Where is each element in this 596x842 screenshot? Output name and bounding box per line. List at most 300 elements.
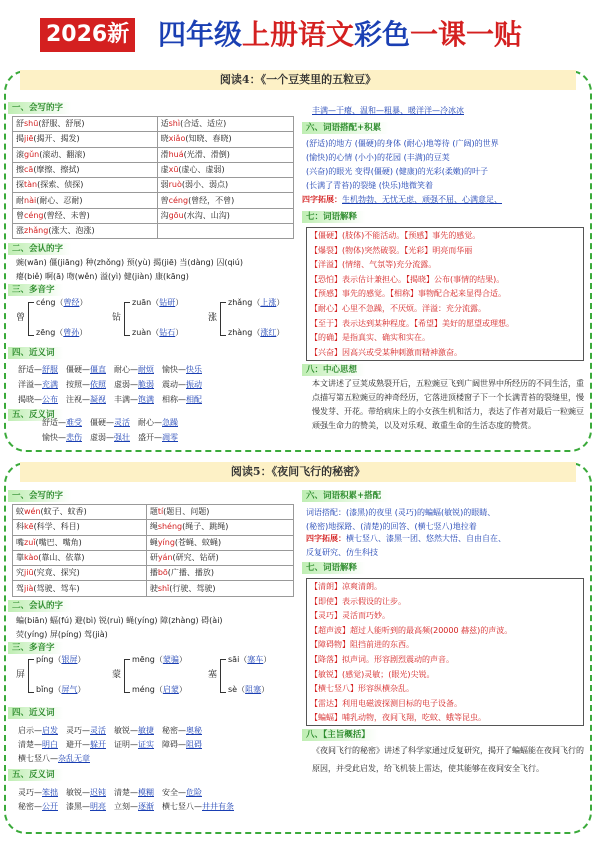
character: 播	[149, 568, 158, 578]
page-title: 四年级上册语文彩色一课一贴	[158, 18, 523, 51]
example-words: (知晓、春晓)	[185, 134, 232, 144]
character: 弱	[160, 180, 169, 190]
section-synonyms: 四、近义词	[8, 347, 63, 359]
pinyin: jià	[24, 583, 34, 593]
pinyin: zuǐ	[24, 537, 36, 547]
pinyin: yán	[157, 553, 173, 563]
text-line: 【兴奋】因高兴或受某种刺激而精神激奋。	[310, 347, 462, 357]
word: 愉快—	[162, 365, 186, 374]
word: 秘密—	[18, 802, 42, 811]
word-pair-row	[18, 738, 298, 752]
pair-word: 模糊	[138, 788, 154, 797]
example-word: 曾孙	[63, 328, 80, 337]
word-pair	[18, 740, 58, 749]
text-line: 【横七竖八】形容纵横杂乱。	[310, 684, 414, 694]
word-row	[13, 178, 294, 193]
word-pair	[114, 395, 154, 404]
polyphone-char: 蒙	[112, 670, 122, 680]
word-cell	[13, 535, 147, 550]
word: 灵巧—	[18, 788, 42, 797]
word: 敏锐—	[114, 726, 138, 735]
word-cell	[157, 193, 293, 208]
pinyin: yíng	[157, 537, 175, 547]
recog-line-1: 蝙(biān) 蝠(fú) 避(bì) 锐(ruì) 蝇(yíng) 障(zhàng) 碍(ài)	[16, 616, 223, 625]
example-words: (探索、侦探)	[37, 180, 84, 190]
word-cell	[157, 208, 293, 223]
example-word: 启蒙	[162, 685, 179, 694]
example-words: (嘴巴、嘴角)	[35, 537, 82, 547]
bracket	[220, 302, 226, 336]
character: 耐	[16, 195, 24, 205]
paren: ）	[79, 328, 88, 337]
paren: ）	[178, 685, 187, 694]
word: 清楚—	[114, 788, 138, 797]
four-char-expand: 四字拓展：横七竖八、漆黑一团、悠然大悟、自由自在、	[306, 534, 506, 543]
pair-word: 明白	[42, 740, 58, 749]
example-words: (绳子、跳绳)	[182, 522, 229, 532]
polyphone-block	[12, 296, 297, 344]
word: 震动—	[162, 380, 186, 389]
word: 愉快—	[42, 433, 66, 442]
word-row	[13, 132, 294, 147]
bracket	[220, 659, 226, 693]
polyphone-group	[204, 653, 298, 701]
section-synonyms: 四、近义词	[8, 707, 63, 719]
pair-word: 凝视	[90, 395, 106, 404]
pair-word: 迟钝	[90, 788, 106, 797]
polyphone-reading-1	[36, 655, 85, 665]
antonyms-list	[42, 415, 302, 445]
word-cell	[13, 193, 158, 208]
word: 僵硬—	[90, 418, 114, 427]
pinyin: shì	[168, 119, 181, 129]
word-row	[13, 520, 294, 535]
word-row	[13, 117, 294, 132]
pair-word: 快乐	[186, 365, 202, 374]
word: 横七竖八—	[162, 802, 202, 811]
text-line: 【洋溢】(情绪、气氛等)充分流露。	[310, 260, 437, 270]
character: 蚊	[16, 507, 24, 517]
word-cell	[157, 162, 293, 177]
word-pair	[114, 802, 154, 811]
example-word: 涨红	[260, 328, 277, 337]
text-line: 【耐心】心里不急躁，不厌烦。洋溢：充分流露。	[310, 303, 486, 313]
word: 耐心—	[138, 418, 162, 427]
example-word: 屏气	[61, 685, 78, 694]
character: 科	[16, 522, 24, 532]
example-word: 银屏	[61, 655, 78, 664]
word-pair	[66, 365, 106, 374]
example-words: (靠山、依靠)	[38, 553, 85, 563]
text-line: 【至于】表示达到某种程度。【希望】美好的愿望或理想。	[310, 318, 514, 328]
pinyin: zuān（	[132, 298, 160, 307]
recog-line-2: 荧(yíng) 屏(píng) 驾(jià)	[16, 630, 108, 639]
pinyin: jiē	[24, 134, 34, 144]
pinyin: kào	[24, 553, 39, 563]
character: 沟	[160, 210, 169, 220]
pair-word: 脆弱	[138, 380, 154, 389]
paren: ）	[175, 328, 184, 337]
word-cell	[13, 117, 158, 132]
pair-word: 证实	[138, 740, 154, 749]
pair-word: 灵活	[114, 418, 130, 427]
pair-word: 启发	[42, 726, 58, 735]
word: 启示—	[18, 726, 42, 735]
word-cell	[13, 520, 147, 535]
paren: ）	[261, 685, 270, 694]
word: 虚弱—	[114, 380, 138, 389]
word-row	[13, 581, 294, 596]
word-pair	[66, 802, 106, 811]
synonyms-list	[18, 724, 298, 766]
word-pair	[162, 802, 234, 811]
main-idea-text: 本文讲述了豆荚成熟裂开后，五粒豌豆飞到广阔世界中所经历的不同生活，重点描写第五粒豌豆的神奇经历，它落进顶楼窗子下一个长满青苔的裂缝里，慢慢发芽、开花。带给病床上的小女孩生机和活力，表达了作者对最后一粒豌豆顽强生命力的赞美，以及对乐观、敢重生命的生活态度的赞赏。	[312, 379, 584, 430]
reading5-title: 阅读5：《夜间飞行的秘密》	[20, 462, 576, 482]
example-words: (驾驶、驾车)	[33, 583, 80, 593]
word-pair	[66, 395, 106, 404]
pair-word: 灵活	[90, 726, 106, 735]
word-row	[13, 162, 294, 177]
section-polyphones: 三、多音字	[8, 642, 63, 654]
polyphone-group	[108, 653, 202, 701]
pinyin: zēng（	[36, 328, 64, 337]
word-pair-row	[18, 786, 298, 800]
paren: ）	[79, 298, 88, 307]
word-row	[13, 224, 294, 239]
section-write-chars: 一、会写的字	[8, 490, 71, 502]
pair-word: 敏捷	[138, 726, 154, 735]
word-cell	[13, 178, 158, 193]
word: 僵硬—	[66, 365, 90, 374]
example-word: 上涨	[260, 298, 277, 307]
character: 探	[16, 180, 24, 190]
example-words: (研究、钻研)	[172, 553, 219, 563]
word-cell	[13, 581, 147, 596]
pinyin: kē	[24, 522, 34, 532]
word-pair	[42, 418, 82, 427]
word-pair-row	[18, 377, 298, 392]
example-word: 蒙骗	[162, 655, 179, 664]
example-word: 钻石	[159, 328, 176, 337]
word-cell	[157, 147, 293, 162]
word-row	[13, 208, 294, 223]
pair-word: 危险	[186, 788, 202, 797]
word-row	[13, 193, 294, 208]
pinyin: tàn	[24, 180, 38, 190]
example-words: (苍蝇、蚊蝇)	[174, 537, 222, 547]
synonyms-list	[18, 362, 298, 407]
character: 靠	[16, 553, 24, 563]
character: 驾	[16, 583, 24, 593]
polyphone-reading-2	[228, 685, 269, 695]
word-pair	[162, 395, 202, 404]
four-char-expand: 四字拓展：生机勃勃、无忧无虑、顽强不屈、心满意足、	[302, 195, 502, 204]
section-recog-chars: 二、会认的字	[8, 243, 71, 255]
word-row	[13, 535, 294, 550]
word-cell	[146, 505, 293, 520]
word-cell	[146, 520, 293, 535]
word-pair	[138, 433, 178, 442]
word: 漆黑—	[66, 802, 90, 811]
page-header	[40, 16, 560, 56]
word-cell	[146, 566, 293, 581]
word: 证明—	[114, 740, 138, 749]
section-main-idea: 八：中心思想	[302, 364, 365, 376]
example-words: (弱小、弱点)	[181, 180, 229, 190]
pinyin: bō	[157, 568, 168, 578]
section-collocations: 六、词语搭配+积累	[302, 122, 389, 134]
pinyin: gǔn	[24, 149, 40, 159]
pinyin: xiǎo	[168, 134, 186, 144]
text-line: 【障碍物】阻挡前进的东西。	[310, 640, 414, 650]
word-pair	[66, 380, 106, 389]
pinyin: shū	[24, 119, 39, 129]
paren: ）	[77, 685, 86, 694]
paren: ）	[276, 328, 285, 337]
word-cell	[146, 581, 293, 596]
pinyin: méng（	[132, 685, 163, 694]
word: 按照—	[66, 380, 90, 389]
polyphone-char: 塞	[208, 670, 218, 680]
text-line: 【僵硬】(肢体)不能活动。【预感】事先的感觉。	[310, 231, 481, 240]
example-words: (合适、适应)	[180, 119, 227, 129]
word-pair	[18, 726, 58, 735]
pinyin: sè（	[228, 685, 246, 694]
pinyin: zhàng（	[228, 328, 261, 337]
polyphone-reading-1	[36, 298, 87, 308]
word: 相称—	[162, 395, 186, 404]
word-cell	[157, 132, 293, 147]
word-pair	[18, 395, 58, 404]
pair-word: 杂乱无章	[58, 754, 90, 763]
word: 丰满—	[114, 395, 138, 404]
polyphone-reading-2	[36, 685, 85, 695]
pinyin: huá	[168, 149, 184, 159]
pair-word: 饱满	[138, 395, 154, 404]
word-pair-row	[18, 800, 298, 814]
polyphone-group	[108, 296, 202, 344]
text-line: 【灵巧】灵活而巧妙。	[310, 611, 390, 621]
text-line: 【敏锐】(感觉)灵敏；(眼光)尖锐。	[310, 669, 435, 679]
word: 耐心—	[114, 365, 138, 374]
example-words: (舒服、舒展)	[38, 119, 85, 129]
word-pair	[90, 433, 130, 442]
word-pair-row	[42, 415, 302, 430]
word-pair-row	[42, 430, 302, 445]
word-cell	[157, 117, 293, 132]
text-line: 【蝙蝠】哺乳动物，夜间飞翔，吃蚊、蛾等昆虫。	[310, 713, 486, 723]
polyphone-reading-2	[36, 328, 87, 338]
section-polyphones: 三、多音字	[8, 284, 63, 296]
word-pair	[114, 726, 154, 735]
character: 晓	[160, 134, 169, 144]
character: 曾	[16, 210, 24, 220]
pair-word: 强壮	[114, 433, 130, 442]
character: 曾	[160, 195, 169, 205]
section-definitions: 七：词语解释	[302, 211, 365, 223]
pair-word: 奥秘	[186, 726, 202, 735]
section-definitions: 七、词语解释	[302, 562, 365, 574]
word: 舒适—	[42, 418, 66, 427]
word: 揭晓—	[18, 395, 42, 404]
section-antonyms: 五、反义词	[8, 409, 63, 421]
word-pair	[162, 365, 202, 374]
pair-word: 舒服	[42, 365, 58, 374]
polyphone-char: 屏	[16, 670, 26, 680]
text-line: (舒适)的地方 (僵硬)的身体 (耐心)地等待 (广阔)的世界	[306, 139, 499, 148]
pair-word: 公布	[42, 395, 58, 404]
word-pair	[114, 740, 154, 749]
section-collocations: 六、词语积累+搭配	[302, 490, 389, 502]
word-cell	[157, 224, 293, 239]
word: 注视—	[66, 395, 90, 404]
word-pair	[18, 754, 90, 763]
word-pair	[66, 788, 106, 797]
character: 虚	[160, 165, 169, 175]
section-recog-chars: 二、会认的字	[8, 600, 71, 612]
pair-word: 逐渐	[138, 802, 154, 811]
write-chars-table	[12, 504, 294, 597]
pinyin: píng（	[36, 655, 62, 664]
character: 绳	[149, 522, 158, 532]
polyphone-reading-1	[228, 298, 284, 308]
word-cell	[146, 535, 293, 550]
example-words: (摩擦、擦拭)	[33, 165, 80, 175]
recog-line-1: 豌(wān) 僵(jiāng) 种(zhǒng) 预(yù) 揭(jiē) 当(dàng) 囚(qiú)	[16, 258, 243, 267]
polyphone-char: 曾	[16, 313, 26, 323]
antonyms-list	[18, 786, 298, 814]
word-pair-row	[18, 362, 298, 377]
word-pair	[114, 788, 154, 797]
word-cell	[13, 162, 158, 177]
word-pair	[18, 788, 58, 797]
character: 适	[160, 119, 169, 129]
pair-word: 阻碍	[186, 740, 202, 749]
definitions-box	[306, 578, 584, 726]
character: 蝇	[149, 537, 158, 547]
word-pair	[90, 418, 130, 427]
word: 洋溢—	[18, 380, 42, 389]
section-main-idea: 八、【主旨概括】	[302, 729, 378, 741]
word-row	[13, 550, 294, 565]
polyphone-reading-2	[132, 685, 187, 695]
pair-word: 相配	[186, 395, 202, 404]
pinyin: zhǎng（	[228, 298, 261, 307]
paren: ）	[175, 298, 184, 307]
character: 究	[16, 568, 24, 578]
word: 舒适—	[18, 365, 42, 374]
pair-word: 耐烦	[138, 365, 154, 374]
word-pair-row	[18, 752, 298, 766]
reading5-card	[4, 462, 592, 834]
example-words: (揭开、揭发)	[33, 134, 80, 144]
example-word: 钻研	[159, 298, 176, 307]
example-word: 阻塞	[245, 685, 262, 694]
text-line: 【预感】事先的感觉。【相称】事物配合起来显得合适。	[310, 289, 506, 299]
character: 舒	[16, 119, 24, 129]
example-words: (题目、问题)	[163, 507, 210, 517]
example-words: (行驶、驾驶)	[169, 583, 216, 593]
section-antonyms: 五、反义词	[8, 769, 63, 781]
text-line: 词语搭配：(漆黑)的夜里 (灵巧)的蝙蝠(敏锐)的眼睛、	[306, 508, 496, 517]
word: 敏锐—	[66, 788, 90, 797]
recog-line-2: 瘪(biě) 啊(ā) 吻(wěn) 溢(yì) 健(jiàn) 康(kāng)	[16, 272, 189, 281]
word-pair	[18, 802, 58, 811]
word-row	[13, 505, 294, 520]
bracket	[124, 302, 130, 336]
pair-word: 悲伤	[66, 433, 82, 442]
pair-word: 公开	[42, 802, 58, 811]
word-pair	[114, 365, 154, 374]
character: 擦	[16, 165, 24, 175]
pinyin: wén	[24, 507, 41, 517]
word-pair-row	[18, 724, 298, 738]
collocation-list	[306, 137, 586, 193]
pair-word: 明亮	[90, 802, 106, 811]
word-pair	[42, 433, 82, 442]
word: 清楚—	[18, 740, 42, 749]
word-pair	[162, 380, 202, 389]
pair-word: 难受	[66, 418, 82, 427]
character: 揭	[16, 134, 24, 144]
word-pair	[18, 365, 58, 374]
reading4-title: 阅读4：《一个豆荚里的五粒豆》	[20, 70, 576, 90]
year-badge: 2026新	[40, 18, 135, 52]
character: 驶	[149, 583, 158, 593]
example-words: (究竟、探究)	[33, 568, 80, 578]
polyphone-char: 涨	[208, 313, 218, 323]
text-line: 【降落】拟声词。形容剧烈震动的声音。	[310, 654, 454, 664]
pinyin: tí	[157, 507, 164, 517]
word-pair	[138, 418, 178, 427]
pair-word: 井井有条	[202, 802, 234, 811]
example-words: (科学、科目)	[33, 522, 80, 532]
polyphone-char: 钻	[112, 313, 122, 323]
polyphone-reading-2	[132, 328, 183, 338]
pinyin: mēng（	[132, 655, 163, 664]
character: 滚	[16, 149, 24, 159]
word-cell	[13, 147, 158, 162]
example-words: (广播、播放)	[167, 568, 215, 578]
word-pair-row	[18, 392, 298, 407]
pinyin: céng	[24, 210, 44, 220]
pinyin: céng	[168, 195, 189, 205]
paren: ）	[178, 655, 187, 664]
word-cell	[157, 178, 293, 193]
word: 安全—	[162, 788, 186, 797]
pinyin: gōu	[168, 210, 184, 220]
bracket	[28, 659, 34, 693]
polyphone-group	[12, 296, 106, 344]
antonym-extra: 丰满—干瘪、温和—粗暴、暖洋洋—冷冰冰	[312, 106, 464, 115]
paren: ）	[77, 655, 86, 664]
four-char-expand-2: 反复研究、仿生科技	[306, 548, 378, 557]
pair-word: 僵直	[90, 365, 106, 374]
polyphone-reading-1	[132, 655, 187, 665]
character: 涨	[16, 226, 24, 236]
paren: ）	[276, 298, 285, 307]
character: 题	[149, 507, 158, 517]
collocation-list	[306, 506, 588, 534]
pair-word: 急躁	[162, 418, 178, 427]
word-row	[13, 566, 294, 581]
pinyin: nài	[24, 195, 37, 205]
pinyin: zhǎng	[24, 226, 49, 236]
word: 灵巧—	[66, 726, 90, 735]
example-word: 塞车	[247, 655, 264, 664]
example-words: (曾经、未曾)	[43, 210, 90, 220]
word-pair	[66, 726, 106, 735]
